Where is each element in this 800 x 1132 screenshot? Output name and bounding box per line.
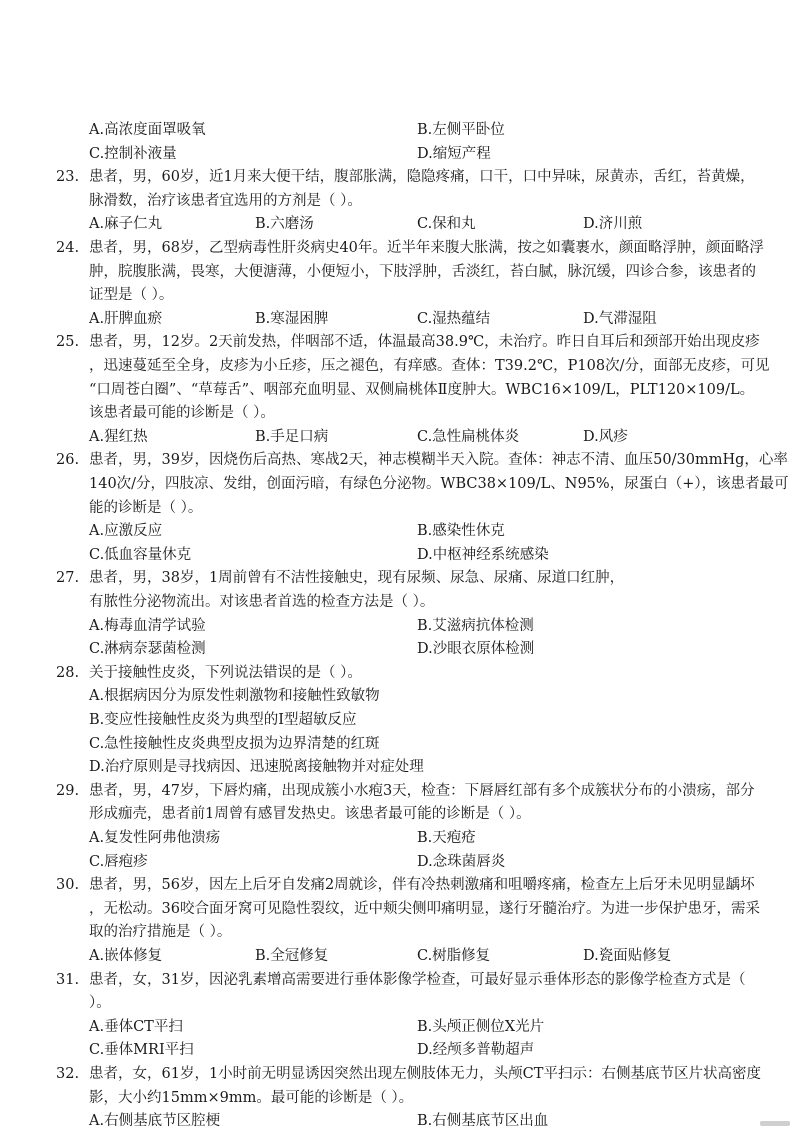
answer-option: B.感染性休克 — [417, 523, 505, 540]
answer-option: A.复发性阿弗他溃疡 — [89, 830, 221, 846]
answer-option: A.应激反应 — [89, 523, 163, 540]
page-corner-mark — [760, 1121, 790, 1126]
question-line — [0, 284, 800, 306]
question-line — [0, 733, 800, 755]
answer-option: C.保和丸 — [417, 216, 476, 233]
option-row — [0, 851, 800, 873]
question-line — [0, 1087, 800, 1109]
answer-option: B.全冠修复 — [255, 948, 329, 964]
question-line — [0, 756, 800, 778]
answer-option: D.风疹 — [583, 428, 628, 445]
question-line — [0, 497, 800, 519]
answer-option: C.湿热蕴结 — [417, 310, 491, 327]
answer-option: D.瓷面贴修复 — [583, 948, 672, 964]
question-text: A.根据病因分为原发性刺激物和接触性致敏物 — [89, 688, 380, 705]
question-text: 患者，男，47岁，下唇灼痛，出现成簇小水疱3天，检查：下唇唇红部有多个成簇状分布的小溃疡，部分 — [89, 782, 755, 799]
question-line — [0, 261, 800, 283]
answer-option: C.淋病奈瑟菌检测 — [89, 641, 206, 658]
question-number: 30. — [56, 877, 80, 894]
question-text: ，迅速蔓延至全身，皮疹为小丘疹，压之褪色，有痒感。查体：T39.2℃，P108次/分，面部无皮疹，可见 — [89, 358, 770, 374]
answer-option: C.控制补液量 — [89, 145, 177, 162]
question-line — [0, 449, 800, 471]
answer-option: D.气滞湿阻 — [583, 310, 657, 327]
answer-option: A.高浓度面罩吸氧 — [89, 122, 206, 138]
question-line — [0, 567, 800, 589]
answer-option: D.念珠菌唇炎 — [417, 853, 506, 870]
answer-option: D.缩短产程 — [417, 145, 491, 162]
question-text: D.治疗原则是寻找病因、迅速脱离接触物并对症处理 — [89, 759, 424, 776]
answer-option: B.艾滋病抗体检测 — [417, 617, 534, 634]
answer-option: D.济川煎 — [583, 216, 643, 233]
answer-option: A.肝脾血瘀 — [89, 310, 163, 327]
question-line — [0, 355, 800, 377]
option-row — [0, 213, 800, 235]
answer-option: A.嵌体修复 — [89, 948, 163, 964]
question-text: 140次/分，四肢凉、发绀，创面污暗，有绿色分泌物。WBC38×109/L、N95%，尿蛋白（+），该患者最可 — [89, 476, 789, 492]
answer-option: B.六磨汤 — [255, 216, 314, 233]
answer-option: A.梅毒血清学试验 — [89, 617, 206, 634]
question-line — [0, 166, 800, 188]
option-row — [0, 1110, 800, 1132]
question-line — [0, 591, 800, 613]
answer-option: B.手足口病 — [255, 428, 329, 445]
question-line — [0, 780, 800, 802]
question-text: B.变应性接触性皮炎为典型的Ⅰ型超敏反应 — [89, 712, 357, 728]
question-text: 该患者最可能的诊断是（ ）。 — [89, 405, 275, 422]
question-line — [0, 473, 800, 495]
question-line — [0, 662, 800, 684]
question-number: 29. — [56, 782, 80, 799]
question-text: 影，大小约15mm×9mm。最可能的诊断是（ ）。 — [89, 1089, 414, 1106]
question-line — [0, 992, 800, 1014]
answer-option: B.右侧基底节区出血 — [417, 1113, 549, 1130]
question-text: ）。 — [89, 995, 111, 1012]
answer-option: B.头颅正侧位X光片 — [417, 1018, 545, 1035]
question-text: 患者，女，61岁，1小时前无明显诱因突然出现左侧肢体无力，头颅CT平扫示：右侧基底节区片状高密度 — [89, 1066, 761, 1082]
option-row — [0, 143, 800, 165]
question-text: 患者，男，56岁，因左上后牙自发痛2周就诊，伴有冷热刺激痛和咀嚼疼痛，检查左上后牙未见明显龋坏 — [89, 877, 755, 894]
option-row — [0, 638, 800, 660]
option-row — [0, 544, 800, 566]
question-text: 患者，男，38岁，1周前曾有不洁性接触史，现有尿频、尿急、尿痛、尿道口红肿， — [89, 570, 625, 587]
option-row — [0, 1039, 800, 1061]
answer-option: C.垂体MRI平扫 — [89, 1042, 194, 1059]
answer-option: A.猩红热 — [89, 428, 148, 445]
question-text: 肿，脘腹胀满，畏寒，大便溏薄，小便短小，下肢浮肿，舌淡红，苔白腻，脉沉缓，四诊合参，该患者的 — [89, 263, 756, 280]
option-row — [0, 119, 800, 141]
option-row — [0, 1016, 800, 1038]
question-text: 患者，男，68岁，乙型病毒性肝炎病史40年。近半年来腹大胀满，按之如囊裹水，颜面略浮肿，颜面略浮 — [89, 240, 764, 256]
answer-option: B.天疱疮 — [417, 830, 476, 846]
answer-option: D.沙眼衣原体检测 — [417, 641, 535, 658]
option-row — [0, 945, 800, 967]
answer-option: B.左侧平卧位 — [417, 122, 505, 138]
question-number: 28. — [56, 664, 80, 681]
question-text: 患者，男，39岁，因烧伤后高热、寒战2天，神志模糊半天入院。查体：神志不清、血压50/30mmHg，心率 — [89, 452, 788, 469]
question-text: 取的治疗措施是（ ）。 — [89, 924, 232, 941]
question-number: 32. — [56, 1066, 80, 1082]
question-line — [0, 331, 800, 353]
answer-option: C.低血容量休克 — [89, 546, 192, 563]
option-row — [0, 520, 800, 542]
question-text: C.急性接触性皮炎典型皮损为边界清楚的红斑 — [89, 735, 380, 752]
question-text: 患者，男，12岁。2天前发热，伴咽部不适，体温最高38.9℃，未治疗。昨日自耳后和颈部开始出现皮疹 — [89, 334, 760, 351]
question-text: 有脓性分泌物流出。对该患者首选的检查方法是（ ）。 — [89, 594, 435, 610]
question-line — [0, 237, 800, 259]
question-line — [0, 402, 800, 424]
option-row — [0, 615, 800, 637]
question-text: 能的诊断是（ ）。 — [89, 499, 203, 516]
question-text: 患者，女，31岁，因泌乳素增高需要进行垂体影像学检查，可最好显示垂体形态的影像学检查方式是（ — [89, 971, 746, 988]
question-line — [0, 969, 800, 991]
question-text: 患者，男，60岁，近1月来大便干结，腹部胀满，隐隐疼痛，口干，口中异味，尿黄赤，舌红，苔黄燥， — [89, 169, 755, 186]
question-number: 23. — [56, 169, 80, 186]
option-row — [0, 308, 800, 330]
question-line — [0, 379, 800, 401]
answer-option: C.树脂修复 — [417, 948, 491, 964]
question-line — [0, 921, 800, 943]
answer-option: C.唇疱疹 — [89, 853, 148, 870]
question-line — [0, 874, 800, 896]
option-row — [0, 426, 800, 448]
question-text: 关于接触性皮炎，下列说法错误的是（ ）。 — [89, 664, 362, 681]
question-line — [0, 1063, 800, 1085]
question-line — [0, 709, 800, 731]
answer-option: A.右侧基底节区腔梗 — [89, 1113, 221, 1130]
question-number: 27. — [56, 570, 80, 587]
answer-option: C.急性扁桃体炎 — [417, 428, 520, 445]
question-text: “口周苍白圈”、“草莓舌”、咽部充血明显、双侧扁桃体Ⅱ度肿大。WBC16×109/L，PLT120×109/L。 — [89, 381, 755, 398]
question-text: ，无松动。36咬合面牙窝可见隐性裂纹，近中颊尖侧叩痛明显，遂行牙髓治疗。为进一步保护患牙，需采 — [89, 900, 760, 917]
answer-option: A.垂体CT平扫 — [89, 1018, 183, 1035]
question-line — [0, 803, 800, 825]
question-line — [0, 190, 800, 212]
question-line — [0, 685, 800, 707]
option-row — [0, 827, 800, 849]
question-number: 25. — [56, 334, 80, 351]
question-number: 31. — [56, 971, 80, 988]
question-text: 证型是（ ）。 — [89, 287, 174, 304]
answer-option: D.经颅多普勒超声 — [417, 1042, 535, 1059]
question-line — [0, 898, 800, 920]
answer-option: B.寒湿困脾 — [255, 310, 329, 327]
question-number: 26. — [56, 452, 80, 469]
question-text: 形成痂壳，患者前1周曾有感冒发热史。该患者最可能的诊断是（ ）。 — [89, 806, 531, 823]
question-number: 24. — [56, 240, 80, 256]
answer-option: D.中枢神经系统感染 — [417, 546, 549, 563]
answer-option: A.麻子仁丸 — [89, 216, 163, 233]
question-text: 脉滑数，治疗该患者宜选用的方剂是（ ）。 — [89, 192, 362, 209]
